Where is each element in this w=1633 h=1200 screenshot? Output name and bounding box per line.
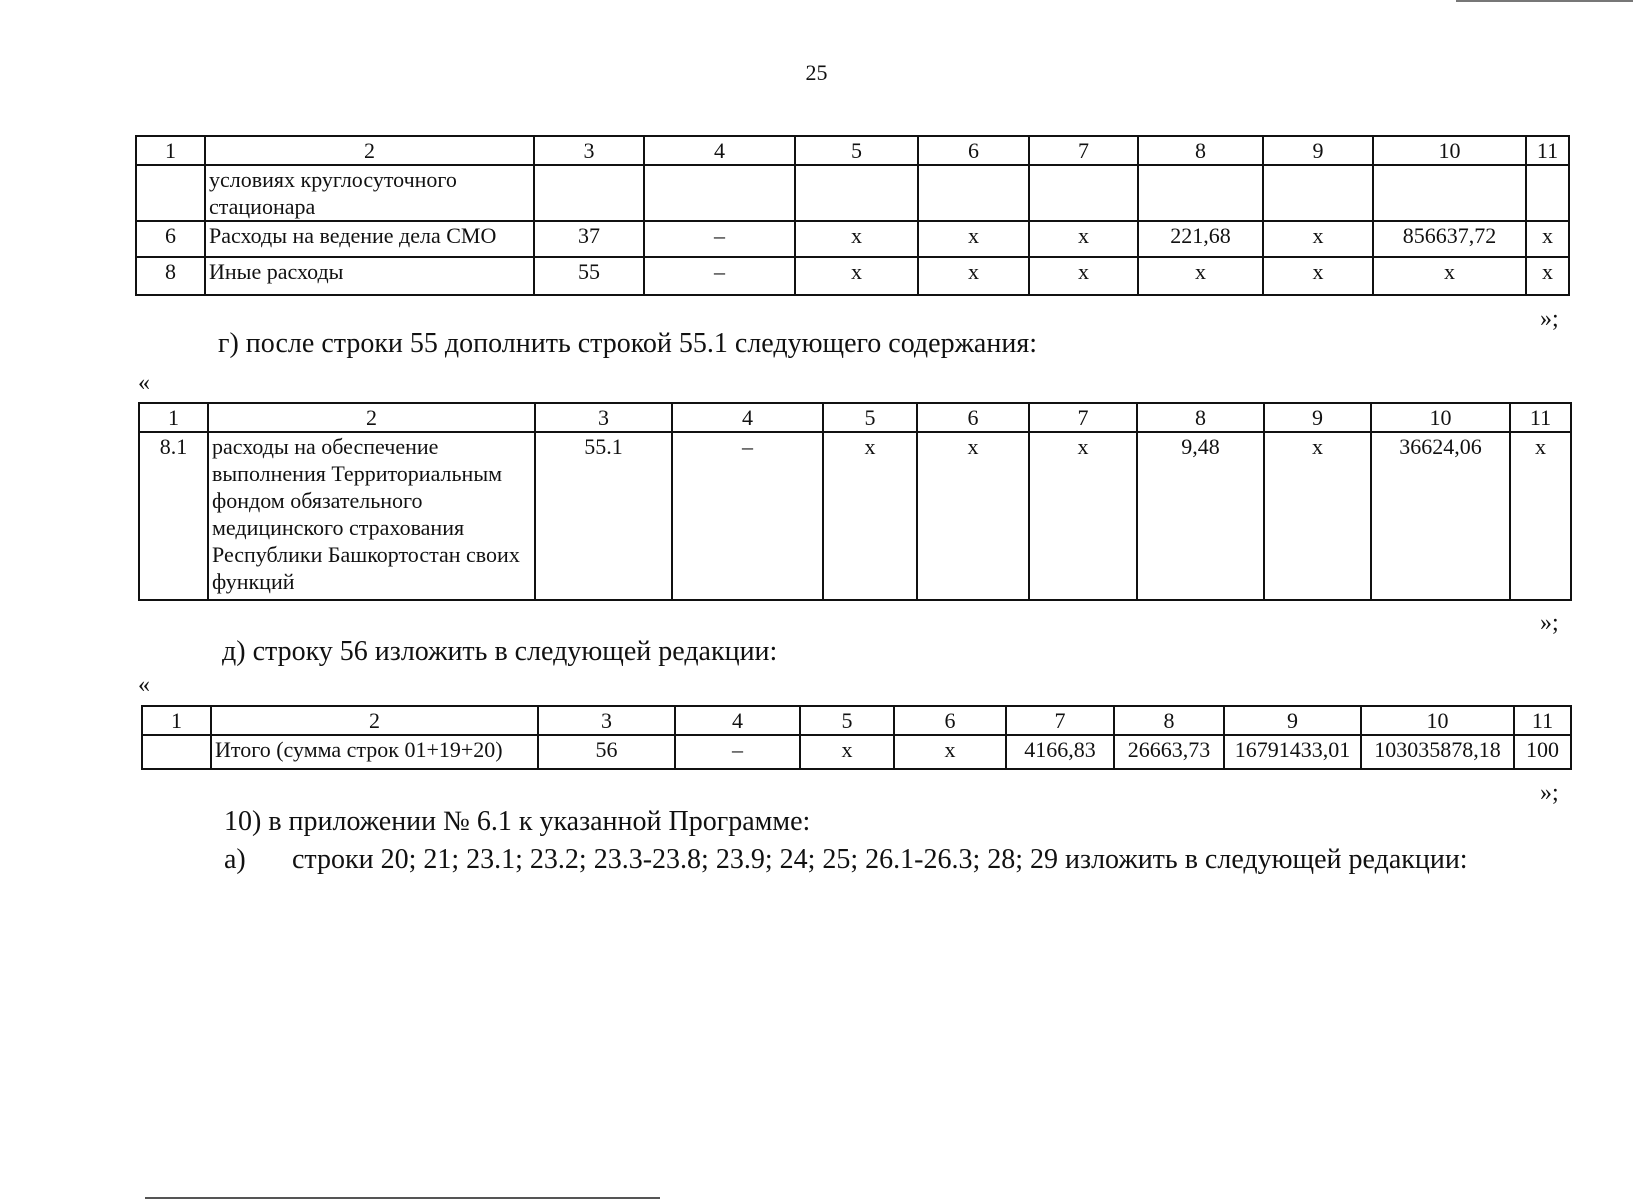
table-cell	[534, 165, 644, 221]
table-cell: 7	[1029, 403, 1137, 432]
table-cell: х	[1526, 257, 1569, 295]
table-cell	[1138, 165, 1263, 221]
table-cell: 6	[918, 136, 1029, 165]
footer-rule	[145, 1197, 660, 1199]
table-row-56	[141, 705, 1572, 770]
table-cell	[918, 165, 1029, 221]
table-cell: 11	[1514, 706, 1571, 735]
table-cell: 10	[1361, 706, 1514, 735]
table-cell: 55.1	[535, 432, 672, 600]
table-cell	[1526, 165, 1569, 221]
table-cell: х	[918, 221, 1029, 257]
paragraph-d: д) строку 56 изложить в следующей редакции:	[222, 636, 778, 667]
table-cell: 4	[672, 403, 823, 432]
table-cell: 11	[1510, 403, 1571, 432]
table-cell: 11	[1526, 136, 1569, 165]
table-cell: х	[1526, 221, 1569, 257]
table-cell: 9	[1264, 403, 1371, 432]
table-cell: х	[918, 257, 1029, 295]
table-cell	[795, 165, 918, 221]
table-cell: –	[644, 221, 795, 257]
opening-quote: «	[138, 672, 150, 698]
table-cell: 5	[800, 706, 894, 735]
table-cell: х	[1029, 432, 1137, 600]
closing-quote: »;	[1540, 780, 1559, 806]
table-cell: 8	[136, 257, 205, 295]
table-row	[142, 735, 1571, 769]
table-cell: 1	[136, 136, 205, 165]
table-cell: 16791433,01	[1224, 735, 1361, 769]
paragraph-a-label: а)	[224, 844, 246, 875]
table-cell: 9,48	[1137, 432, 1264, 600]
table-header-row	[136, 136, 1569, 165]
table-cell: 55	[534, 257, 644, 295]
table-cell: 7	[1006, 706, 1114, 735]
closing-quote: »;	[1540, 306, 1559, 332]
table-row	[139, 432, 1571, 600]
table-cell: Расходы на ведение дела СМО	[205, 221, 534, 257]
paragraph-a-text: строки 20; 21; 23.1; 23.2; 23.3-23.8; 23.9; 24; 25; 26.1-26.3; 28; 29 изложить в следующей редакции:	[292, 844, 1468, 875]
table-cell: х	[1029, 257, 1138, 295]
table-cell: 8	[1114, 706, 1224, 735]
table-cell: 3	[535, 403, 672, 432]
table-cell: х	[917, 432, 1029, 600]
table-row	[136, 221, 1569, 257]
table-cell: 6	[917, 403, 1029, 432]
table-cell: х	[795, 221, 918, 257]
table-cell: 3	[538, 706, 675, 735]
table-row	[136, 257, 1569, 295]
table-cell	[1029, 165, 1138, 221]
table-cell	[644, 165, 795, 221]
table-cell: 4	[675, 706, 800, 735]
table-cell: 2	[211, 706, 538, 735]
table-cell: 9	[1224, 706, 1361, 735]
table-cell	[1263, 165, 1373, 221]
table-cell: х	[1510, 432, 1571, 600]
table-cell: 26663,73	[1114, 735, 1224, 769]
table-cell: 10	[1373, 136, 1526, 165]
table-row	[136, 165, 1569, 221]
table-cell: 36624,06	[1371, 432, 1510, 600]
table-cell: 5	[795, 136, 918, 165]
table-cell: х	[1029, 221, 1138, 257]
table-cell: –	[675, 735, 800, 769]
table-cell: 9	[1263, 136, 1373, 165]
table-cell: х	[1264, 432, 1371, 600]
table-cell: 6	[136, 221, 205, 257]
page-number: 25	[805, 60, 828, 85]
table-cell: расходы на обеспечение выполнения Территориальным фондом обязательного медицинского страхования Республики Башкортостан своих функций	[208, 432, 535, 600]
table-cell: х	[795, 257, 918, 295]
table-cell: условиях круглосуточного стационара	[205, 165, 534, 221]
table-cell: 10	[1371, 403, 1510, 432]
table-cell: 8	[1137, 403, 1264, 432]
table-cell: Итого (сумма строк 01+19+20)	[211, 735, 538, 769]
table-cell: Иные расходы	[205, 257, 534, 295]
table-cell: 3	[534, 136, 644, 165]
table-cell: 103035878,18	[1361, 735, 1514, 769]
table-header-row	[139, 403, 1571, 432]
table-cell: х	[800, 735, 894, 769]
table-cell: –	[644, 257, 795, 295]
table-new-row-55-1	[138, 402, 1572, 601]
table-cell: х	[1263, 221, 1373, 257]
table-cell: 56	[538, 735, 675, 769]
table-cell: 221,68	[1138, 221, 1263, 257]
opening-quote: «	[138, 370, 150, 396]
table-cell: –	[672, 432, 823, 600]
table-cell: 37	[534, 221, 644, 257]
table-cell: 4	[644, 136, 795, 165]
table-cell: 2	[208, 403, 535, 432]
table-header-row	[142, 706, 1571, 735]
table-cell: 100	[1514, 735, 1571, 769]
table-cell	[136, 165, 205, 221]
table-cell	[142, 735, 211, 769]
table-cell: 2	[205, 136, 534, 165]
table-continuation	[135, 135, 1570, 296]
paragraph-10: 10) в приложении № 6.1 к указанной Программе:	[224, 806, 811, 837]
closing-quote: »;	[1540, 610, 1559, 636]
table-cell: х	[823, 432, 917, 600]
table-cell: 8	[1138, 136, 1263, 165]
table-cell: 5	[823, 403, 917, 432]
table-cell: х	[1373, 257, 1526, 295]
table-cell	[1373, 165, 1526, 221]
table-cell: х	[1138, 257, 1263, 295]
table-cell: 4166,83	[1006, 735, 1114, 769]
table-cell: х	[894, 735, 1006, 769]
table-cell: 1	[139, 403, 208, 432]
table-cell: х	[1263, 257, 1373, 295]
table-cell: 8.1	[139, 432, 208, 600]
table-cell: 7	[1029, 136, 1138, 165]
table-cell: 856637,72	[1373, 221, 1526, 257]
table-cell: 1	[142, 706, 211, 735]
scan-edge-line	[1456, 0, 1633, 2]
paragraph-g: г) после строки 55 дополнить строкой 55.1 следующего содержания:	[218, 328, 1037, 359]
table-cell: 6	[894, 706, 1006, 735]
